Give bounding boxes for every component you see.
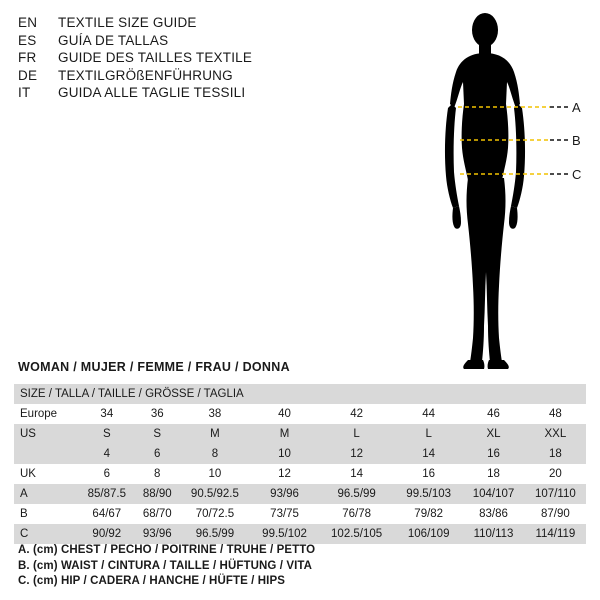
cell: 64/67 <box>78 504 136 524</box>
cell: L <box>318 424 395 444</box>
cell: 10 <box>251 444 318 464</box>
cell: 46 <box>462 404 524 424</box>
cell: 48 <box>525 404 586 424</box>
table-row <box>14 424 586 444</box>
table-header-row <box>14 384 586 404</box>
cell: XL <box>462 424 524 444</box>
row-label <box>14 444 78 464</box>
cell: 6 <box>78 464 136 484</box>
cell: 76/78 <box>318 504 395 524</box>
cell: 14 <box>395 444 462 464</box>
cell: S <box>78 424 136 444</box>
cell: 18 <box>525 444 586 464</box>
language-row <box>18 49 348 67</box>
cell: 14 <box>318 464 395 484</box>
cell: 68/70 <box>136 504 179 524</box>
table-row <box>14 404 586 424</box>
cell: 18 <box>462 464 524 484</box>
cell: 40 <box>251 404 318 424</box>
cell: 4 <box>78 444 136 464</box>
cell: 6 <box>136 444 179 464</box>
cell: 16 <box>462 444 524 464</box>
cell: 90.5/92.5 <box>179 484 251 504</box>
cell: 106/109 <box>395 524 462 544</box>
cell: 99.5/103 <box>395 484 462 504</box>
cell: L <box>395 424 462 444</box>
cell: 96.5/99 <box>318 484 395 504</box>
row-label: C <box>14 524 78 544</box>
section-title: WOMAN / MUJER / FEMME / FRAU / DONNA <box>18 360 290 374</box>
cell: 90/92 <box>78 524 136 544</box>
language-code: IT <box>18 85 31 100</box>
language-title: TEXTILE SIZE GUIDE <box>58 15 197 30</box>
cell: XXL <box>525 424 586 444</box>
cell: S <box>136 424 179 444</box>
cell: 102.5/105 <box>318 524 395 544</box>
cell: 70/72.5 <box>179 504 251 524</box>
cell: 12 <box>318 444 395 464</box>
cell: 104/107 <box>462 484 524 504</box>
size-table <box>14 384 586 544</box>
legend-row-a: A. (cm) CHEST / PECHO / POITRINE / TRUHE / PETTO <box>18 544 316 556</box>
cell: 8 <box>136 464 179 484</box>
cell: M <box>251 424 318 444</box>
language-code: DE <box>18 67 38 83</box>
language-title: GUÍA DE TALLAS <box>58 32 169 48</box>
measure-label-a: A <box>572 100 581 115</box>
language-code: FR <box>18 50 37 65</box>
table-row <box>14 464 586 484</box>
language-code: ES <box>18 32 37 48</box>
cell: 34 <box>78 404 136 424</box>
cell: 12 <box>251 464 318 484</box>
size-table-element <box>14 384 586 544</box>
legend-row-b: B. (cm) WAIST / CINTURA / TAILLE / HÜFTUNG / VITA <box>18 559 313 572</box>
cell: 16 <box>395 464 462 484</box>
row-label: B <box>14 504 78 524</box>
table-header-label: SIZE / TALLA / TAILLE / GRÖSSE / TAGLIA <box>14 384 586 404</box>
language-title: TEXTILGRÖßENFÜHRUNG <box>58 67 233 83</box>
table-row <box>14 444 586 464</box>
table-row <box>14 524 586 544</box>
measure-label-b: B <box>572 133 581 148</box>
language-title: GUIDA ALLE TAGLIE TESSILI <box>58 85 246 100</box>
cell: 93/96 <box>136 524 179 544</box>
cell: 10 <box>179 464 251 484</box>
cell: 96.5/99 <box>179 524 251 544</box>
cell: 107/110 <box>525 484 586 504</box>
cell: 36 <box>136 404 179 424</box>
measure-label-c: C <box>572 167 582 182</box>
table-row <box>14 504 586 524</box>
cell: 8 <box>179 444 251 464</box>
cell: 20 <box>525 464 586 484</box>
cell: 88/90 <box>136 484 179 504</box>
row-label: US <box>14 424 78 444</box>
cell: 114/119 <box>525 524 586 544</box>
cell: 38 <box>179 404 251 424</box>
row-label: UK <box>14 464 78 484</box>
cell: 44 <box>395 404 462 424</box>
cell: 110/113 <box>462 524 524 544</box>
body-figure <box>400 8 590 373</box>
language-code: EN <box>18 15 38 30</box>
cell: 42 <box>318 404 395 424</box>
row-label: A <box>14 484 78 504</box>
language-list <box>18 14 348 102</box>
language-row <box>18 32 348 50</box>
cell: 87/90 <box>525 504 586 524</box>
language-row <box>18 67 348 85</box>
language-row <box>18 14 348 32</box>
cell: 85/87.5 <box>78 484 136 504</box>
language-title: GUIDE DES TAILLES TEXTILE <box>58 50 253 65</box>
cell: M <box>179 424 251 444</box>
cell: 79/82 <box>395 504 462 524</box>
legend-row-c: C. (cm) HIP / CADERA / HANCHE / HÜFTE / HIPS <box>18 575 286 587</box>
row-label: Europe <box>14 404 78 424</box>
measurement-legend <box>18 543 578 590</box>
cell: 83/86 <box>462 504 524 524</box>
cell: 93/96 <box>251 484 318 504</box>
cell: 99.5/102 <box>251 524 318 544</box>
female-silhouette-icon <box>445 13 525 369</box>
language-row <box>18 84 348 102</box>
table-row <box>14 484 586 504</box>
cell: 73/75 <box>251 504 318 524</box>
